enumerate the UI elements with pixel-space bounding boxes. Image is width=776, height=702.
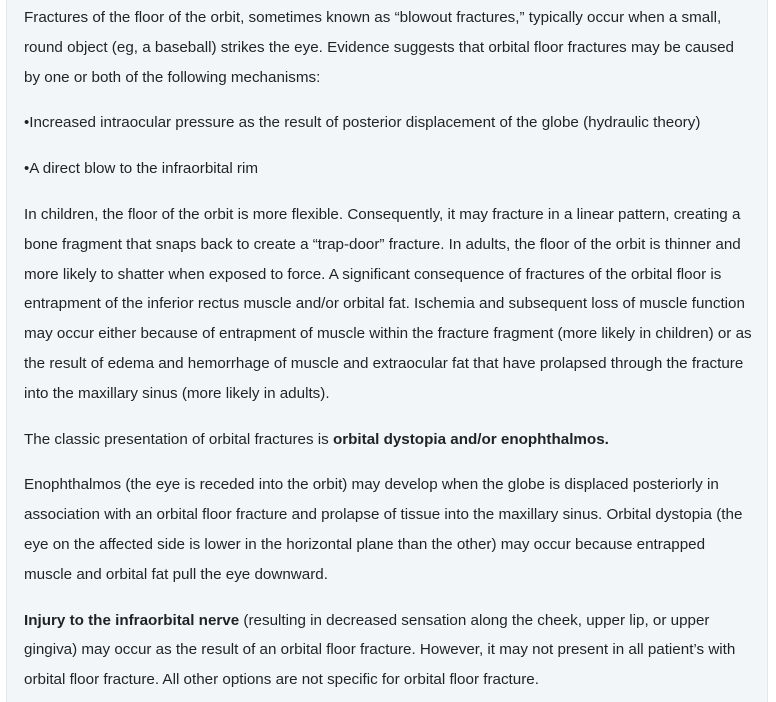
infraorbital-nerve-paragraph <box>24 606 753 695</box>
bullet-icon: • <box>24 114 30 132</box>
mechanism-bullet-direct-blow <box>24 154 753 184</box>
nerve-injury-text: (resulting in decreased sensation along the cheek, upper lip, or upper gingiva) may occur as the result of an orbital floor fracture. However, it may not present in all patient’s with orbital floor fracture. All other options are not specific for orbital floor fracture. <box>24 611 736 689</box>
bullet-text: A direct blow to the infraorbital rim <box>29 160 259 178</box>
presentation-key-finding: orbital dystopia and/or enophthalmos. <box>332 430 609 448</box>
intro-paragraph: Fractures of the floor of the orbit, sometimes known as “blowout fractures,” typically occur when a small, round object (eg, a baseball) strikes the eye. Evidence suggests that orbital floor fractures may be caused by one or both of the following mechanisms: <box>24 9 734 86</box>
presentation-lead-text: The classic presentation of orbital fractures is <box>24 430 333 448</box>
pathophysiology-paragraph: In children, the floor of the orbit is more flexible. Consequently, it may fracture in a linear pattern, creating a bone fragment that snaps back to create a “trap-door” fracture. In adults, the floor of the orbit is thinner and more likely to shatter when exposed to force. A significant consequence of fractures of the orbital floor is entrapment of the inferior rectus muscle and/or orbital fat. Ischemia and subsequent loss of muscle function may occur either because of entrapment of muscle within the fracture fragment (more likely in children) or as the result of edema and hemorrhage of muscle and extraocular fat that have prolapsed through the fracture into the maxillary sinus (more likely in adults). <box>24 205 752 402</box>
classic-presentation-paragraph <box>24 425 753 455</box>
mechanism-bullet-hydraulic <box>24 108 753 138</box>
enophthalmos-paragraph: Enophthalmos (the eye is receded into the orbit) may develop when the globe is displaced posteriorly in association with an orbital floor fracture and prolapse of tissue into the maxillary sinus. Orbital dystopia (the eye on the affected side is lower in the horizontal plane than the other) may occur because entrapped muscle and orbital fat pull the eye downward. <box>24 476 743 583</box>
bullet-icon: • <box>24 160 30 178</box>
bullet-text: Increased intraocular pressure as the result of posterior displacement of the globe (hydraulic theory) <box>29 114 701 132</box>
explanation-panel <box>6 0 768 702</box>
nerve-injury-heading: Injury to the infraorbital nerve <box>24 611 240 629</box>
